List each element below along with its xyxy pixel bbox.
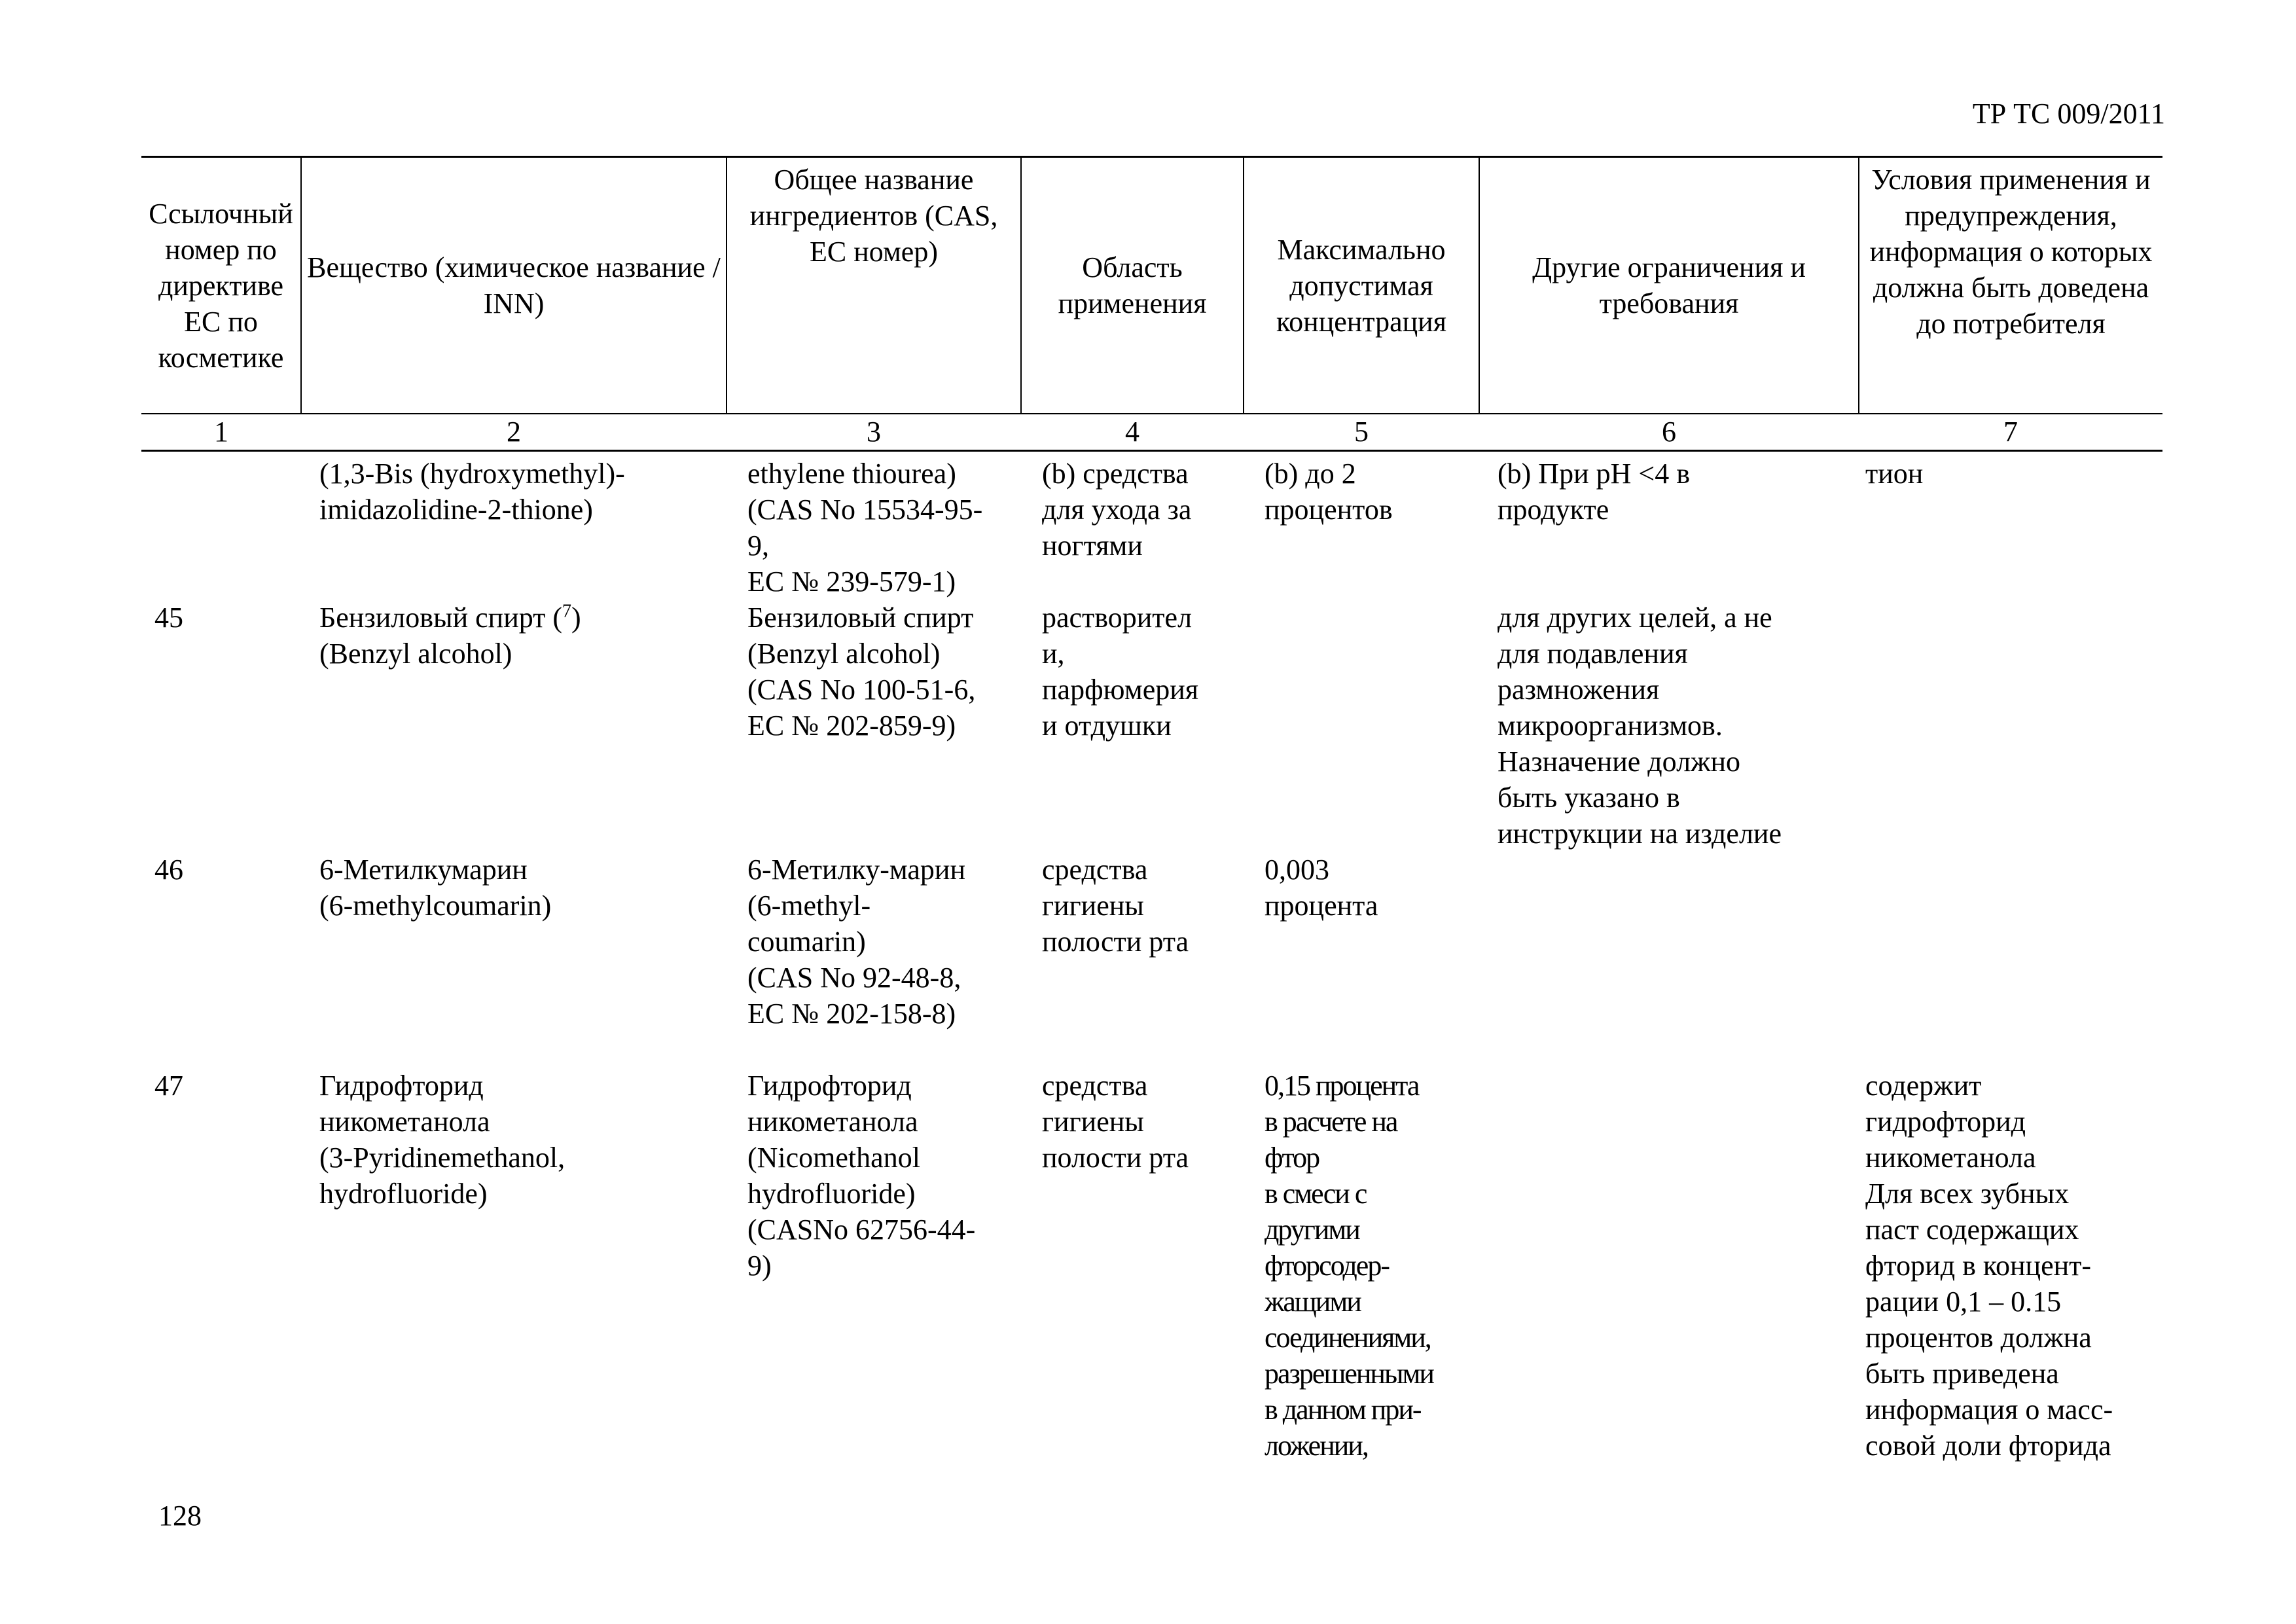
table-row bbox=[141, 600, 2162, 852]
header-area: Область применения bbox=[1021, 157, 1244, 414]
column-number: 4 bbox=[1021, 414, 1244, 451]
column-number: 1 bbox=[141, 414, 301, 451]
table-row bbox=[141, 1068, 2162, 1464]
area-cell: растворител и, парфюмерия и отдушки bbox=[1042, 602, 1199, 742]
substance-cell: 6-Метилкумарин (6-methylcoumarin) bbox=[319, 854, 552, 922]
substance-name: Бензиловый спирт ( bbox=[319, 602, 563, 634]
footnote-marker: 7 bbox=[562, 601, 572, 622]
other-restrictions-cell bbox=[1479, 1068, 1859, 1464]
column-number-row bbox=[141, 414, 2162, 451]
substance-name-rest: ) (Benzyl alcohol) bbox=[319, 602, 581, 670]
area-cell: (b) средства для ухода за ногтями bbox=[1042, 458, 1192, 562]
general-name-cell: Гидрофторид никометанола (Nicomethanol hydrofluoride) (CASNo 62756-44- 9) bbox=[747, 1070, 976, 1282]
header-substance: Вещество (химическое название / INN) bbox=[301, 157, 726, 414]
area-cell: средства гигиены полости рта bbox=[1042, 854, 1189, 958]
page-number: 128 bbox=[158, 1500, 202, 1532]
ingredients-table bbox=[141, 156, 2162, 1464]
column-number: 6 bbox=[1479, 414, 1859, 451]
column-number: 3 bbox=[726, 414, 1021, 451]
other-restrictions-cell bbox=[1479, 852, 1859, 1068]
max-concentration-cell: 0,15 процента в расчете на фтор в смеси с другими фторсодер- жащими соединениями, разрешенными в данном при- ложении, bbox=[1265, 1070, 1433, 1462]
header-ref-number: Ссылочный номер по директиве ЕС по косметике bbox=[141, 157, 301, 414]
table-row bbox=[141, 451, 2162, 600]
conditions-cell: тион bbox=[1865, 458, 1924, 490]
ref-number-cell: 45 bbox=[154, 602, 183, 634]
max-concentration-cell bbox=[1244, 600, 1479, 852]
general-name-cell: ethylene thiourea) (CAS No 15534-95- 9, ЕС № 239-579-1) bbox=[747, 458, 983, 598]
conditions-cell bbox=[1859, 852, 2162, 1068]
column-number: 2 bbox=[301, 414, 726, 451]
column-number: 7 bbox=[1859, 414, 2162, 451]
ref-number-cell: 47 bbox=[154, 1070, 183, 1102]
header-conditions: Условия применения и предупреждения, информация о которых должна быть доведена до потребителя bbox=[1859, 157, 2162, 414]
general-name-cell: Бензиловый спирт (Benzyl alcohol) (CAS No 100-51-6, ЕС № 202-859-9) bbox=[747, 602, 976, 742]
substance-cell bbox=[301, 600, 726, 852]
ref-number-cell: 46 bbox=[154, 854, 183, 886]
other-restrictions-cell: для других целей, а не для подавления размножения микроорганизмов. Назначение должно быть указано в инструкции на изделие bbox=[1498, 602, 1782, 850]
table-header-row bbox=[141, 157, 2162, 414]
header-other-restrictions: Другие ограничения и требования bbox=[1479, 157, 1859, 414]
substance-cell: Гидрофторид никометанола (3-Pyridinemethanol, hydrofluoride) bbox=[319, 1070, 565, 1210]
substance-cell: (1,3-Bis (hydroxymethyl)- imidazolidine-2-thione) bbox=[319, 458, 625, 526]
header-general-name: Общее название ингредиентов (CAS, ЕС номер) bbox=[726, 157, 1021, 414]
table-row bbox=[141, 852, 2162, 1068]
general-name-cell: 6-Метилку-марин (6-methyl- coumarin) (CAS No 92-48-8, ЕС № 202-158-8) bbox=[747, 854, 966, 1030]
other-restrictions-cell: (b) При pH <4 в продукте bbox=[1498, 458, 1690, 526]
max-concentration-cell: 0,003 процента bbox=[1265, 854, 1378, 922]
header-max-concentration: Максимально допустимая концентрация bbox=[1244, 157, 1479, 414]
conditions-cell bbox=[1859, 600, 2162, 852]
area-cell: средства гигиены полости рта bbox=[1042, 1070, 1189, 1174]
conditions-cell: содержит гидрофторид никометанола Для всех зубных паст содержащих фторид в концент- рации 0,1 – 0.15 процентов должна быть приведена информация о масс- совой доли фторида bbox=[1865, 1070, 2113, 1462]
column-number: 5 bbox=[1244, 414, 1479, 451]
ref-number-cell bbox=[141, 451, 301, 600]
max-concentration-cell: (b) до 2 процентов bbox=[1265, 458, 1393, 526]
document-code: ТР ТС 009/2011 bbox=[1972, 98, 2165, 130]
